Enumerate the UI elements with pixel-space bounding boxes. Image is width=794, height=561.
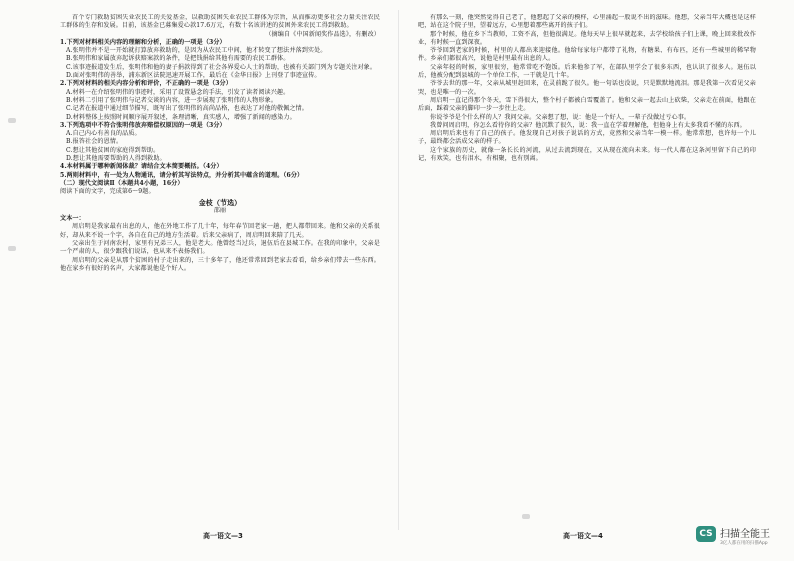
story-title: 金枝（节选） [198,197,242,207]
left-page-footer: 高一语文—3 [203,532,243,540]
camscanner-tagline: 3亿人都在用的扫描App [720,541,768,546]
question-4: 4.本材料属于哪种新闻体裁？请结合文本简要概括。（4分） [60,163,223,171]
question-2-option-a: A.材料一在介绍张明伟的事迹时，采用了设置悬念的手法，引发了读者阅读兴趣。 [66,88,290,96]
story-paragraph: 这个家族的历史，就像一条长长的河流，从过去流到现在，又从现在流向未来。每一代人都在这条河里留下自己的印记，有欢笑，也有泪水，有相聚，也有别离。 [418,146,756,163]
camscanner-logo-icon: CS [696,526,716,542]
binding-hole-mark [8,246,16,251]
question-1-option-a: A.张明伟并不是一开始就打算放弃救助的，是因为从农民工中间，他才转变了想法并落到实处。 [66,47,327,55]
question-3-option-a: A.自己内心有善良的品质。 [66,130,141,138]
page-divider [398,10,399,530]
right-page-footer: 高一语文—4 [563,532,603,540]
story-paragraph: 周启明是我家最有出息的人，他在外地工作了几十年，每年春节回老家一趟，把人都带回来。他和父亲的关系很好，却从来不说一个字，各自在自己的地方生活着。后来父亲病了，周启明回来陪了几天。 [60,223,380,239]
story-author: 邵丽 [213,206,227,214]
left-page-column [60,14,380,534]
question-1-option-b: B.张明伟和家属放弃起诉获赔案款的条件，是把钱捐给其他有需要的农民工群体。 [66,55,290,63]
material-source: （摘编自《中国新闻奖作品选》，有删改） [265,30,380,38]
question-2: 2.下列对材料的相关内容分析和评价，不正确的一项是（3分） [60,80,232,88]
camscanner-brand-name: 扫描全能王 [720,529,770,540]
story-paragraph: 有那么一刻，他突然觉得自己老了，他想起了父亲的模样，心里涌起一股说不出的滋味。他想，父亲当年大概也是这样吧，站在这个院子里，望着远方，心里想着那些离开的孩子们。 [418,14,756,30]
story-paragraph: 周启明的父亲是从那个贫困的村子走出来的，三十多年了，他还常常回到老家去看看，给乡亲们带去一些东西。他在家乡有很好的名声，大家都说他是个好人。 [60,256,380,272]
binding-hole-mark [522,514,530,519]
material-ending-paragraph: 首个专门救助贫困失业农民工的关爱基金，以救助贫困失业农民工群体为宗旨，从而推动更多社会力量关注农民工群体的生存和发展。目前，该基金已募集爱心款17.6万元，有数十名该讲述的贫困外来农民工得到救助。 [60,14,380,30]
story-paragraph: 那个时候，他在乡下当教师，工资不高，但他很满足。他每天早上很早就起来，去学校给孩子们上课，晚上回来批改作业，有时候一直到深夜。 [418,30,756,46]
story-paragraph: 周启明后来也有了自己的孩子。他发现自己对孩子说话的方式，竟然和父亲当年一模一样。他常常想，也许每一个儿子，最终都会活成父亲的样子。 [418,130,756,146]
section-instruction: 阅读下面的文字，完成第6～9题。 [60,188,155,196]
question-3: 3.下列选项中不符合张明伟放弃赔偿权原因的一项是（3分） [60,121,226,129]
story-paragraph: 你说爷爷是个什么样的人？我问父亲。父亲想了想，说：他是一个好人，一辈子没做过亏心事。 [430,113,691,121]
story-paragraph: 爷爷去世的那一年，父亲从城里赶回来，在灵前跪了很久。他一句话也没说，只是默默地流泪。那是我第一次看见父亲哭，也是唯一的一次。 [418,80,756,96]
binding-hole-mark [8,118,16,123]
question-3-option-d: D.想让其他需要帮助的人得到救助。 [66,155,166,163]
question-2-option-d: D.材料整体上按照时间顺序展开叙述，条理清晰，真实感人，增强了新闻的感染力。 [66,113,296,121]
story-paragraph: 我曾问周启明，你怎么看待你的父亲？他沉默了很久，说：我一直在学着理解他，但他身上有太多我看不懂的东西。 [430,121,746,129]
right-page-column [418,14,756,534]
question-1: 1.下列对材料相关内容的理解和分析，正确的一项是（3分） [60,38,226,46]
story-paragraph: 父亲年轻的时候，家里很穷，他常常吃不饱饭。后来他参了军，在部队里学会了很多东西，也认识了很多人。退伍以后，他被分配到县城的一个单位工作，一干就是几十年。 [418,63,756,80]
question-1-option-c: C.该事迹报道发生后，张明伟和他的妻子捐款得到了社会各界爱心人士的帮助，也被有关部门列为专题关注对象。 [66,63,377,71]
text-one-label: 文本一： [60,215,85,223]
question-3-option-b: B.报答社会的恩情。 [66,138,123,146]
section-heading: （二）现代文阅读Ⅱ（本题共4小题，16分） [60,179,184,187]
story-paragraph: 父亲出生于河南农村，家里有兄弟三人，他是老大。他曾经当过兵，退伍后在县城工作。在我的印象中，父亲是一个严肃的人，很少跟我们说话，也从来不表扬我们。 [60,240,380,256]
question-2-option-b: B.材料二引用了张明伟与记者交谈的内容，进一步展现了张明伟的人物形象。 [66,96,278,104]
question-2-option-c: C.记者在报道中通过细节描写，既写出了张明伟的高尚品格，也表达了对他的敬佩之情。 [66,105,308,113]
story-paragraph: 爷爷回到老家的时候，村里的人都出来迎接他。他给每家每户都带了礼物，有糖果、有布匹，还有一些城里的稀罕物件。乡亲们都很高兴，说他是村里最有出息的人。 [418,47,756,63]
question-3-option-c: C.想让其他贫困的家庭得到帮助。 [66,146,160,154]
question-5: 5.两则材料中，有一处为人物通讯，请分析其写法特点，并分析其中蕴含的道理。（6分） [60,171,304,179]
question-1-option-d: D.面对张明伟的善举，浦东新区法院迅速开展工作，最后在《金华日报》上刊登了事迹宣传。 [66,72,321,80]
story-paragraph: 周启明一直记得那个冬天，雪下得很大，整个村子都被白雪覆盖了。他和父亲一起去山上砍柴，父亲走在前面，他跟在后面，踩着父亲的脚印一步一步往上走。 [418,96,756,113]
